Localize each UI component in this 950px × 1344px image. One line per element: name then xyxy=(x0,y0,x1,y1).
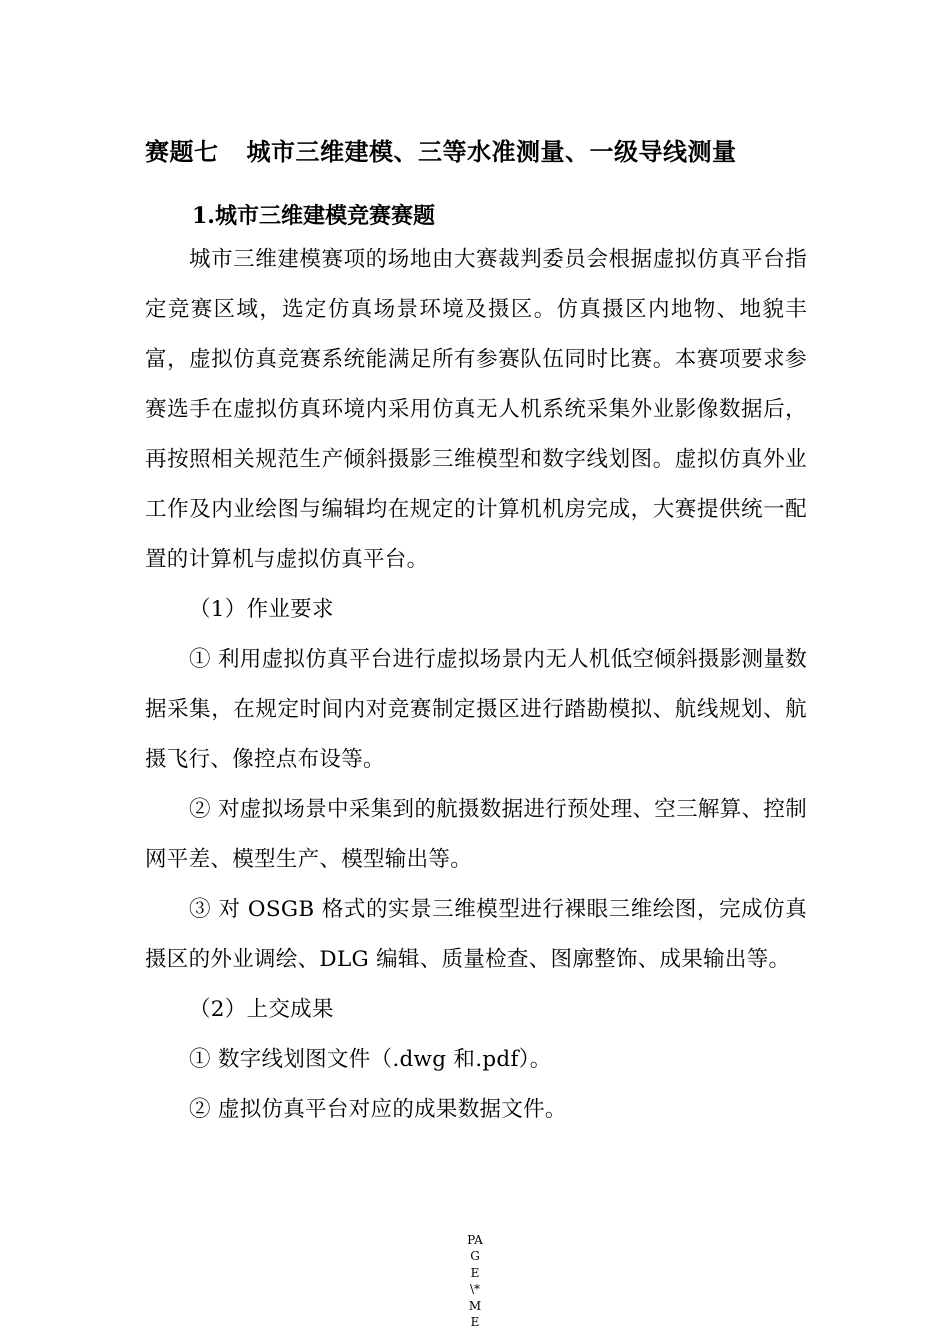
requirement-item-2: ② 对虚拟场景中采集到的航摄数据进行预处理、空三解算、控制网平差、模型生产、模型输出等。 xyxy=(145,797,807,872)
deliverable-item-2: ② 虚拟仿真平台对应的成果数据文件。 xyxy=(189,1097,567,1122)
document-body xyxy=(145,235,807,1135)
document-title xyxy=(145,134,737,170)
intro-paragraph: 城市三维建模赛项的场地由大赛裁判委员会根据虚拟仿真平台指定竞赛区域，选定仿真场景环境及摄区。仿真摄区内地物、地貌丰富，虚拟仿真竞赛系统能满足所有参赛队伍同时比赛。本赛项要求参赛选手在虚拟仿真环境内采用仿真无人机系统采集外业影像数据后，再按照相关规范生产倾斜摄影三维模型和数字线划图。虚拟仿真外业工作及内业绘图与编辑均在规定的计算机机房完成，大赛提供统一配置的计算机与虚拟仿真平台。 xyxy=(145,247,807,572)
page-number-field: PAGE\*ME xyxy=(467,1233,483,1330)
title-part-number: 赛题七 xyxy=(145,137,219,166)
section-heading: 1.城市三维建模竞赛赛题 xyxy=(192,203,435,229)
requirement-item-1: ① 利用虚拟仿真平台进行虚拟场景内无人机低空倾斜摄影测量数据采集，在规定时间内对竞赛制定摄区进行踏勘模拟、航线规划、航摄飞行、像控点布设等。 xyxy=(145,647,807,772)
deliverable-item-1: ① 数字线划图文件（.dwg 和.pdf）。 xyxy=(189,1047,552,1072)
requirement-item-3: ③ 对 OSGB 格式的实景三维模型进行裸眼三维绘图，完成仿真摄区的外业调绘、DLG 编辑、质量检查、图廓整饰、成果输出等。 xyxy=(145,897,807,972)
deliverables-heading: （2）上交成果 xyxy=(189,997,334,1022)
requirements-heading: （1）作业要求 xyxy=(189,597,334,622)
title-part-topics: 城市三维建模、三等水准测量、一级导线测量 xyxy=(246,137,737,166)
